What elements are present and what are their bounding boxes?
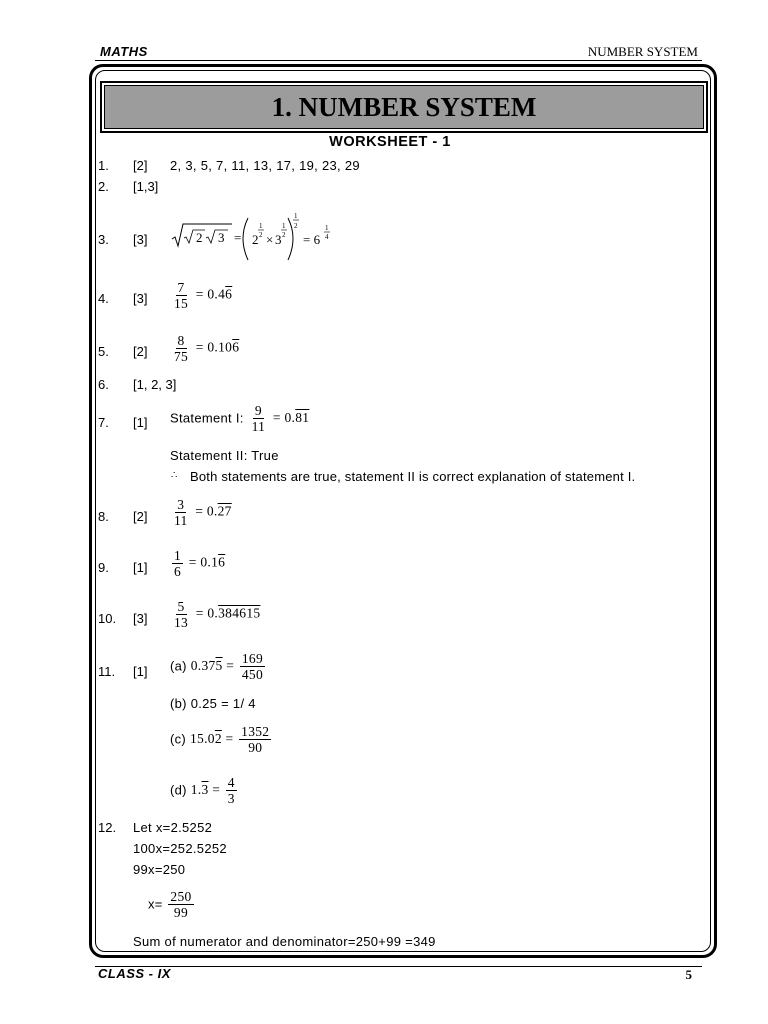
svg-text:= 6: = 6 bbox=[303, 232, 321, 247]
q4-equation: $\frac{7}{15}$ = 0.46 bbox=[174, 280, 233, 311]
q11-number: 11. bbox=[98, 664, 116, 679]
q12-line-2: 100x=252.5252 bbox=[133, 841, 227, 856]
chapter-title-box bbox=[100, 81, 708, 133]
svg-text:2: 2 bbox=[282, 231, 286, 239]
chapter-title: 1. NUMBER SYSTEM bbox=[104, 85, 704, 129]
svg-text:2: 2 bbox=[259, 231, 263, 239]
svg-text:=: = bbox=[234, 230, 242, 245]
q5-answer: [2] bbox=[133, 344, 148, 359]
q4-number: 4. bbox=[98, 291, 109, 306]
header-chapter: NUMBER SYSTEM bbox=[587, 44, 698, 59]
q11-answer: [1] bbox=[133, 664, 148, 679]
q8-equation: $\frac{3}{11}$ = 0.27 bbox=[174, 497, 232, 528]
q2-number: 2. bbox=[98, 179, 109, 194]
svg-text:2: 2 bbox=[294, 222, 298, 230]
q4-answer: [3] bbox=[133, 291, 148, 306]
q11-part-d: (d) 1.3 = $\frac{4}{3}$ bbox=[170, 775, 235, 806]
page-number: 5 bbox=[685, 967, 692, 982]
q10-answer: [3] bbox=[133, 611, 148, 626]
header-rule bbox=[95, 60, 702, 61]
footer-class: CLASS - IX bbox=[98, 966, 171, 981]
q10-equation: $\frac{5}{13}$ = 0.384615 bbox=[174, 599, 261, 630]
q1-answer: [2] bbox=[133, 158, 148, 173]
q8-answer: [2] bbox=[133, 509, 148, 524]
svg-text:1: 1 bbox=[294, 212, 298, 220]
svg-text:1: 1 bbox=[325, 224, 329, 232]
q9-answer: [1] bbox=[133, 560, 148, 575]
svg-text:3: 3 bbox=[275, 232, 282, 247]
svg-text:1: 1 bbox=[259, 222, 263, 230]
q9-equation: $\frac{1}{6}$ = 0.16 bbox=[174, 548, 226, 579]
svg-text:1: 1 bbox=[282, 222, 286, 230]
svg-text:2: 2 bbox=[196, 230, 203, 245]
q12-number: 12. bbox=[98, 820, 117, 835]
q7-answer: [1] bbox=[133, 415, 148, 430]
q7-number: 7. bbox=[98, 415, 109, 430]
svg-text:×: × bbox=[266, 232, 274, 247]
q12-line-3: 99x=250 bbox=[133, 862, 186, 877]
header-subject: MATHS bbox=[100, 44, 148, 59]
q9-number: 9. bbox=[98, 560, 109, 575]
q3-number: 3. bbox=[98, 232, 109, 247]
q12-sum: Sum of numerator and denominator=250+99 =349 bbox=[133, 934, 436, 949]
therefore-symbol: ∴ bbox=[171, 470, 178, 481]
svg-text:2: 2 bbox=[252, 232, 259, 247]
worksheet-title: WORKSHEET - 1 bbox=[329, 134, 451, 150]
q2-answer: [1,3] bbox=[133, 179, 159, 194]
q11-part-c: (c) 15.02 = $\frac{1352}{90}$ bbox=[170, 724, 270, 755]
q6-answer: [1, 2, 3] bbox=[133, 377, 177, 392]
q1-text: 2, 3, 5, 7, 11, 13, 17, 19, 23, 29 bbox=[170, 158, 360, 173]
q7-statement-2: Statement II: True bbox=[170, 448, 279, 463]
q7-conclusion: Both statements are true, statement II is correct explanation of statement I. bbox=[190, 469, 636, 484]
q6-number: 6. bbox=[98, 377, 109, 392]
q12-x-equation: x= $\frac{250}{99}$ bbox=[148, 889, 192, 920]
q1-number: 1. bbox=[98, 158, 109, 173]
q3-equation bbox=[168, 206, 338, 266]
q8-number: 8. bbox=[98, 509, 109, 524]
q12-line-1: Let x=2.5252 bbox=[133, 820, 213, 835]
q5-equation: $\frac{8}{75}$ = 0.106 bbox=[174, 333, 240, 364]
svg-text:4: 4 bbox=[325, 233, 329, 241]
q11-part-a: (a) 0.375 = $\frac{169}{450}$ bbox=[170, 651, 264, 682]
q10-number: 10. bbox=[98, 611, 117, 626]
footer-rule bbox=[95, 966, 702, 967]
q7-statement-1: Statement I: $\frac{9}{11}$ = 0.81 bbox=[170, 403, 310, 434]
q11-part-b: (b) 0.25 = 1/ 4 bbox=[170, 696, 256, 711]
svg-text:3: 3 bbox=[218, 230, 225, 245]
q5-number: 5. bbox=[98, 344, 109, 359]
q3-answer: [3] bbox=[133, 232, 148, 247]
